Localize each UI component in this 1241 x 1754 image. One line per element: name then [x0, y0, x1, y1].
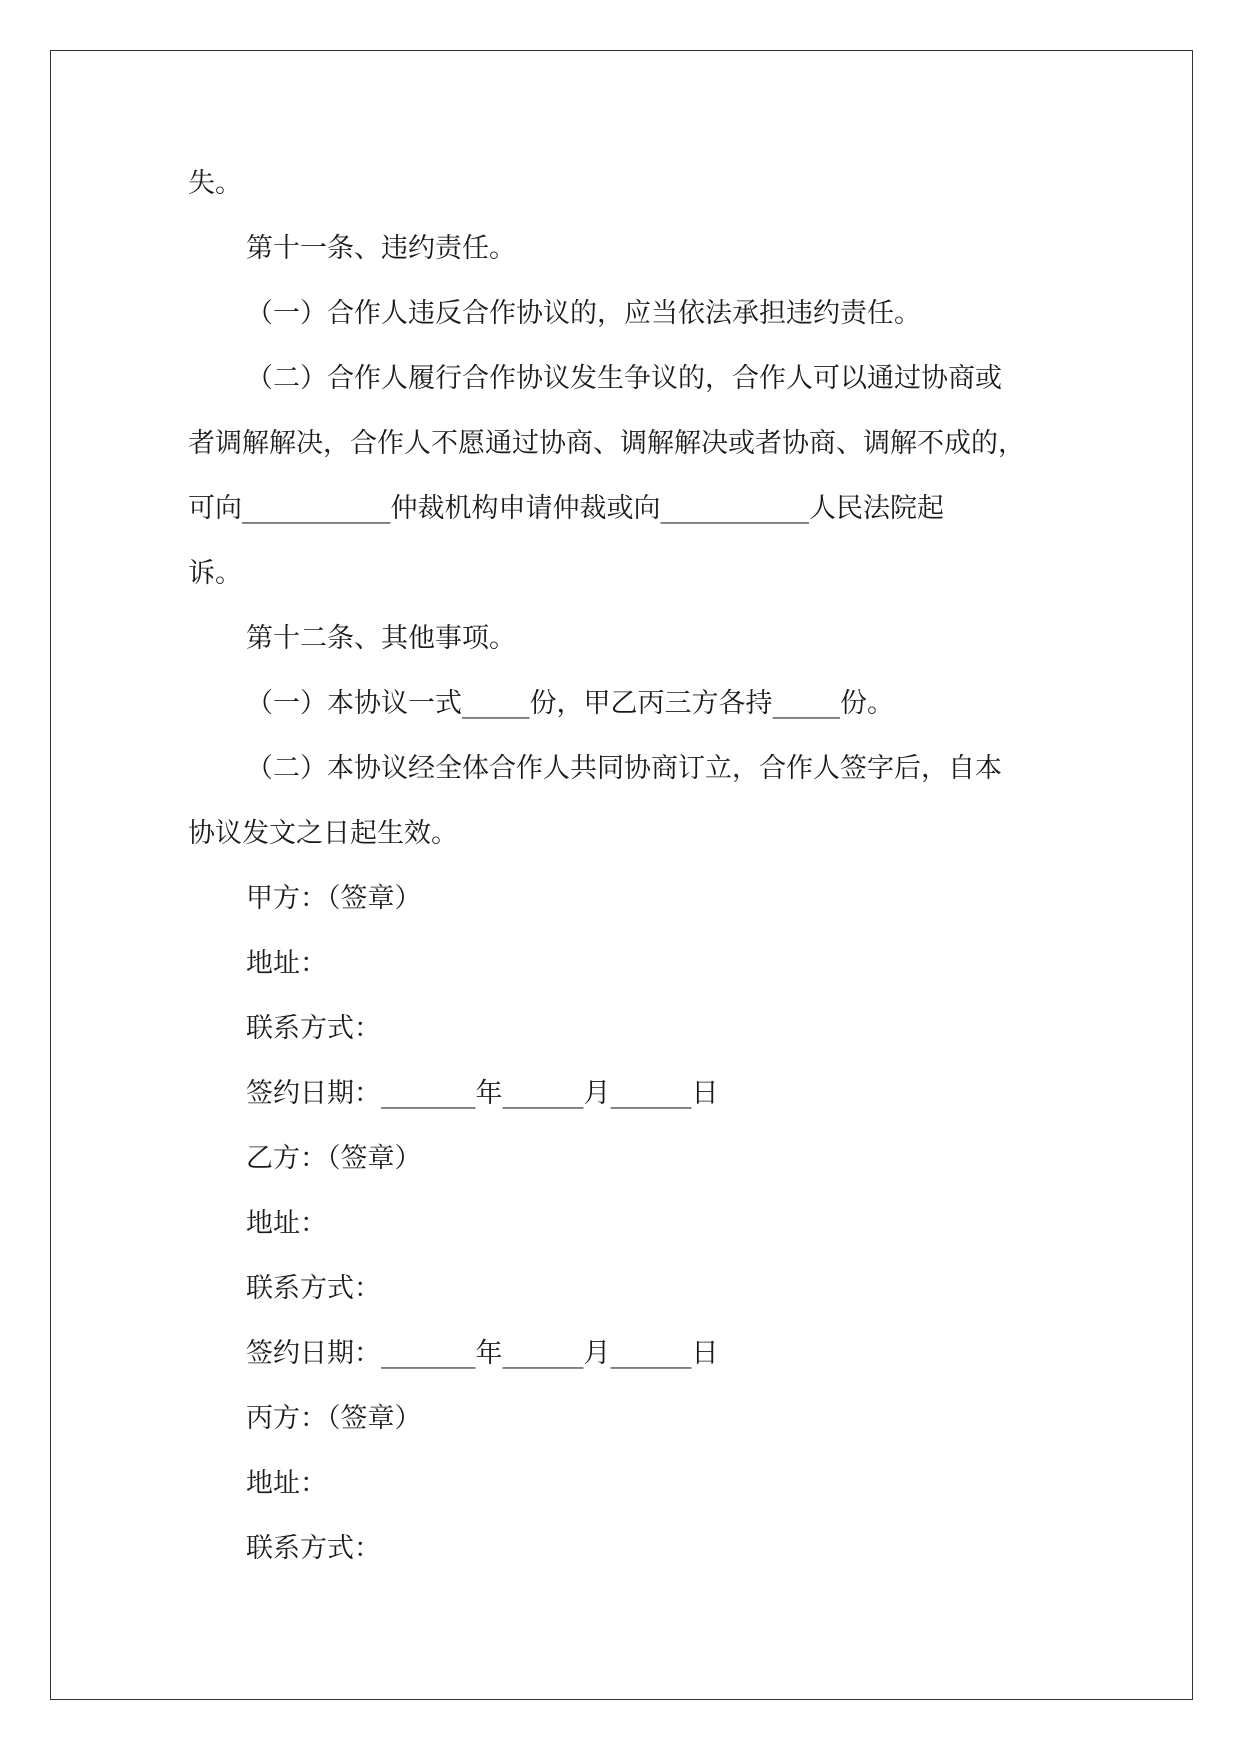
party-b-signature: 乙方：（签章） [246, 1143, 422, 1174]
document-body [188, 160, 1058, 1590]
article-11-clause-2-line-2: 者调解解决，合作人不愿通过协商、调解解决或者协商、调解不成的， [188, 428, 1025, 459]
party-b-sign-date: 签约日期：_______年______月______日 [246, 1338, 719, 1369]
party-b-address: 地址： [246, 1208, 327, 1239]
text-line-continuation: 失。 [188, 168, 242, 199]
party-b-contact: 联系方式： [246, 1273, 381, 1304]
party-c-signature: 丙方：（签章） [246, 1403, 422, 1434]
party-a-signature: 甲方：（签章） [246, 883, 422, 914]
article-11-heading: 第十一条、违约责任。 [246, 233, 516, 264]
party-a-contact: 联系方式： [246, 1013, 381, 1044]
article-12-clause-1: （一）本协议一式_____份，甲乙丙三方各持_____份。 [246, 688, 894, 719]
article-12-clause-2-line-2: 协议发文之日起生效。 [188, 818, 458, 849]
article-12-heading: 第十二条、其他事项。 [246, 623, 516, 654]
article-11-clause-2-line-4: 诉。 [188, 558, 242, 589]
party-c-contact: 联系方式： [246, 1533, 381, 1564]
article-11-clause-1: （一）合作人违反合作协议的，应当依法承担违约责任。 [246, 298, 921, 329]
party-a-address: 地址： [246, 948, 327, 979]
article-12-clause-2-line-1: （二）本协议经全体合作人共同协商订立，合作人签字后，自本 [246, 753, 1002, 784]
article-11-clause-2-line-1: （二）合作人履行合作协议发生争议的，合作人可以通过协商或 [246, 363, 1002, 394]
party-c-address: 地址： [246, 1468, 327, 1499]
party-a-sign-date: 签约日期：_______年______月______日 [246, 1078, 719, 1109]
article-11-clause-2-line-3: 可向___________仲裁机构申请仲裁或向___________人民法院起 [188, 493, 944, 524]
